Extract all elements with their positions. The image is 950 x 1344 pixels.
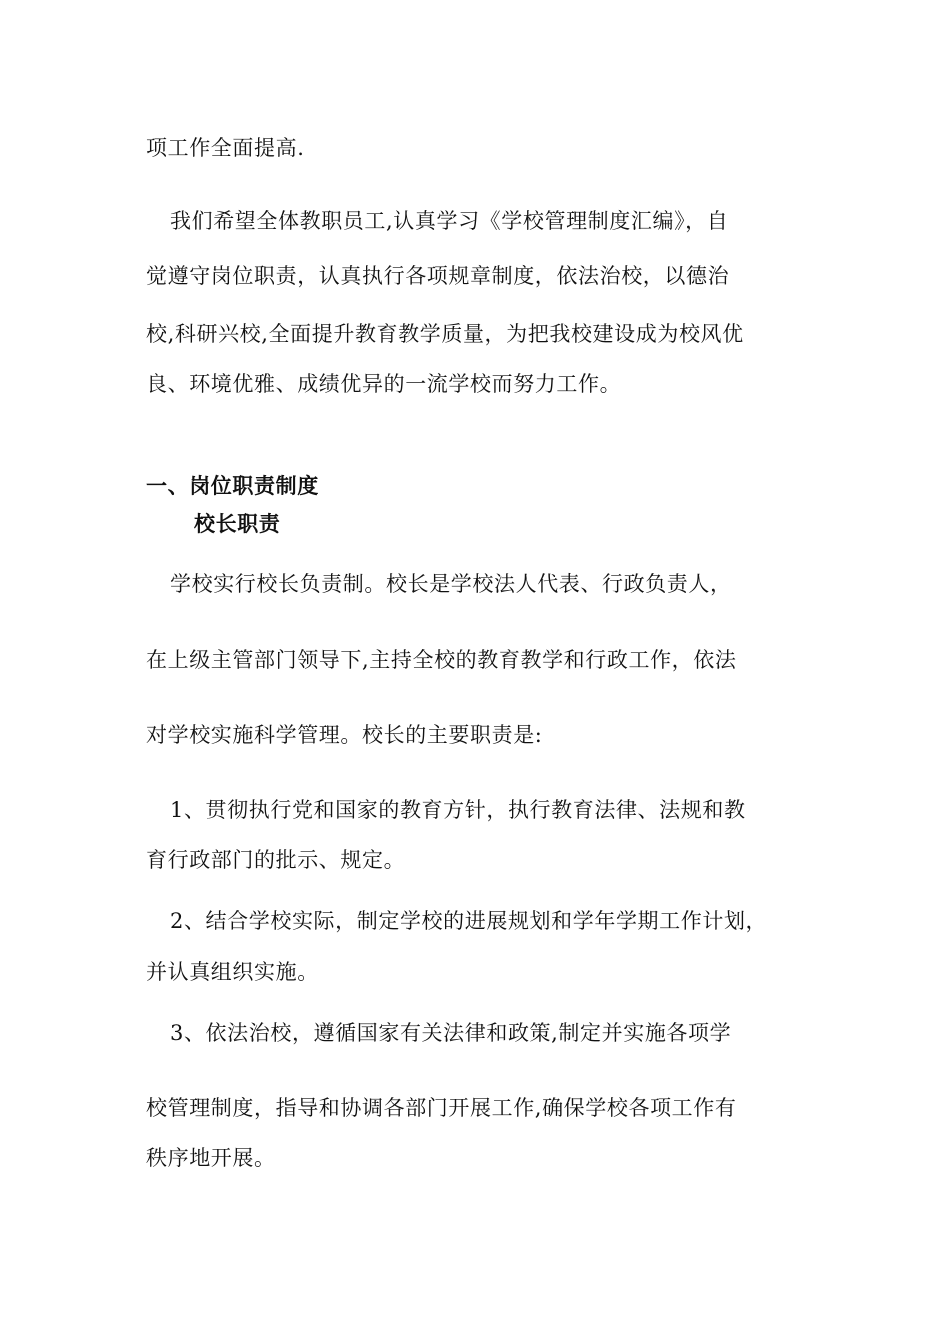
list-item-line: 1、贯彻执行党和国家的教育方针，执行教育法律、法规和教 bbox=[170, 798, 746, 822]
paragraph-line: 校,科研兴校,全面提升教育教学质量，为把我校建设成为校风优 bbox=[146, 322, 744, 346]
paragraph-line: 项工作全面提高. bbox=[146, 136, 305, 160]
sub-heading: 校长职责 bbox=[194, 512, 281, 536]
paragraph-line: 在上级主管部门领导下,主持全校的教育教学和行政工作，依法 bbox=[146, 648, 737, 672]
paragraph-line: 我们希望全体教职员工,认真学习《学校管理制度汇编》，自 bbox=[170, 209, 729, 233]
paragraph-line: 学校实行校长负责制。校长是学校法人代表、行政负责人， bbox=[170, 572, 732, 596]
paragraph-line: 觉遵守岗位职责，认真执行各项规章制度，依法治校，以德治 bbox=[146, 264, 730, 288]
list-item-line: 并认真组织实施。 bbox=[146, 960, 319, 984]
list-item-line: 2、结合学校实际，制定学校的进展规划和学年学期工作计划， bbox=[170, 909, 768, 933]
list-item-line: 秩序地开展。 bbox=[146, 1146, 276, 1170]
list-item-line: 3、依法治校，遵循国家有关法律和政策,制定并实施各项学 bbox=[170, 1021, 732, 1045]
section-heading: 一、岗位职责制度 bbox=[146, 474, 319, 498]
list-item-line: 育行政部门的批示、规定。 bbox=[146, 848, 406, 872]
paragraph-line: 良、环境优雅、成绩优异的一流学校而努力工作。 bbox=[146, 372, 622, 396]
paragraph-line: 对学校实施科学管理。校长的主要职责是: bbox=[146, 723, 543, 747]
list-item-line: 校管理制度，指导和协调各部门开展工作,确保学校各项工作有 bbox=[146, 1096, 737, 1120]
